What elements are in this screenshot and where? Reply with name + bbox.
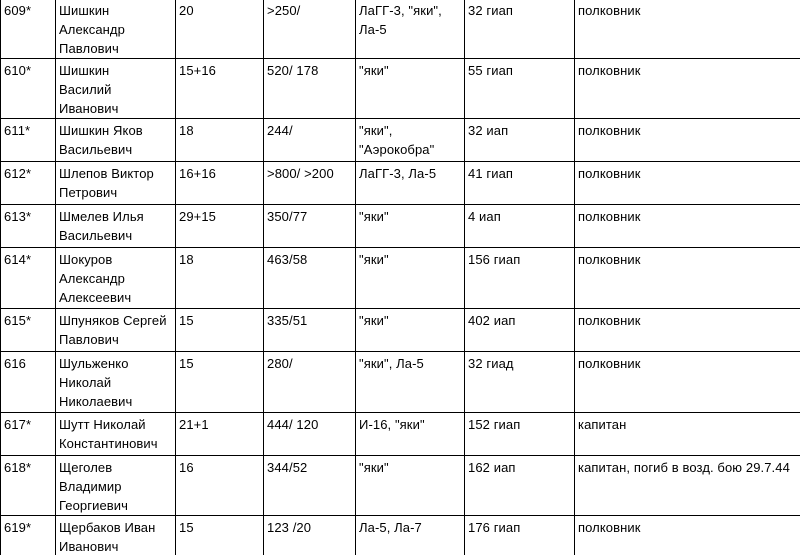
cell-aircraft: "яки": [356, 59, 465, 119]
cell-name: Шмелев Илья Васильевич: [56, 205, 176, 248]
cell-aircraft: ЛаГГ-3, Ла-5: [356, 162, 465, 205]
cell-aircraft: "яки": [356, 456, 465, 516]
cell-rank: капитан: [575, 413, 800, 456]
cell-sorties: 29+15: [176, 205, 264, 248]
cell-unit: 32 гиап: [465, 0, 575, 59]
cell-battles: 244/: [264, 119, 356, 162]
cell-number: 610*: [1, 59, 56, 119]
cell-unit: 156 гиап: [465, 248, 575, 309]
cell-unit: 152 гиап: [465, 413, 575, 456]
table-row: [1, 456, 800, 516]
cell-sorties: 15: [176, 352, 264, 413]
cell-sorties: 18: [176, 119, 264, 162]
cell-unit: 55 гиап: [465, 59, 575, 119]
cell-battles: 123 /20: [264, 516, 356, 555]
table-row: [1, 119, 800, 162]
cell-number: 616: [1, 352, 56, 413]
cell-name: Шишкин Александр Павлович: [56, 0, 176, 59]
cell-aircraft: "яки", "Аэрокобра": [356, 119, 465, 162]
table-row: [1, 309, 800, 352]
cell-sorties: 21+1: [176, 413, 264, 456]
pilots-table-body: [1, 0, 800, 555]
cell-unit: 402 иап: [465, 309, 575, 352]
cell-number: 611*: [1, 119, 56, 162]
table-row: [1, 205, 800, 248]
cell-rank: полковник: [575, 59, 800, 119]
cell-sorties: 16: [176, 456, 264, 516]
table-row: [1, 0, 800, 59]
cell-rank: полковник: [575, 516, 800, 555]
cell-number: 614*: [1, 248, 56, 309]
cell-rank: полковник: [575, 248, 800, 309]
table-row: [1, 413, 800, 456]
cell-sorties: 15+16: [176, 59, 264, 119]
cell-unit: 162 иап: [465, 456, 575, 516]
cell-aircraft: Ла-5, Ла-7: [356, 516, 465, 555]
table-row: [1, 352, 800, 413]
cell-rank: полковник: [575, 0, 800, 59]
cell-unit: 41 гиап: [465, 162, 575, 205]
table-row: [1, 162, 800, 205]
cell-battles: 463/58: [264, 248, 356, 309]
cell-unit: 32 гиад: [465, 352, 575, 413]
cell-number: 612*: [1, 162, 56, 205]
cell-battles: 335/51: [264, 309, 356, 352]
cell-battles: 520/ 178: [264, 59, 356, 119]
cell-number: 618*: [1, 456, 56, 516]
table-row: [1, 516, 800, 555]
cell-aircraft: "яки": [356, 309, 465, 352]
cell-unit: 176 гиап: [465, 516, 575, 555]
cell-battles: >250/: [264, 0, 356, 59]
cell-unit: 4 иап: [465, 205, 575, 248]
cell-aircraft: "яки": [356, 205, 465, 248]
cell-number: 615*: [1, 309, 56, 352]
table-row: [1, 59, 800, 119]
cell-sorties: 18: [176, 248, 264, 309]
cell-battles: 350/77: [264, 205, 356, 248]
cell-name: Шишкин Яков Васильевич: [56, 119, 176, 162]
cell-rank: полковник: [575, 162, 800, 205]
cell-sorties: 15: [176, 309, 264, 352]
cell-sorties: 20: [176, 0, 264, 59]
cell-aircraft: И-16, "яки": [356, 413, 465, 456]
cell-rank: полковник: [575, 352, 800, 413]
cell-rank: капитан, погиб в возд. бою 29.7.44: [575, 456, 800, 516]
cell-name: Шокуров Александр Алексеевич: [56, 248, 176, 309]
cell-name: Шишкин Василий Иванович: [56, 59, 176, 119]
cell-number: 619*: [1, 516, 56, 555]
table-row: [1, 248, 800, 309]
cell-rank: полковник: [575, 205, 800, 248]
cell-number: 609*: [1, 0, 56, 59]
cell-sorties: 16+16: [176, 162, 264, 205]
cell-number: 617*: [1, 413, 56, 456]
cell-rank: полковник: [575, 309, 800, 352]
cell-aircraft: "яки": [356, 248, 465, 309]
cell-rank: полковник: [575, 119, 800, 162]
cell-battles: 280/: [264, 352, 356, 413]
cell-aircraft: "яки", Ла-5: [356, 352, 465, 413]
cell-name: Шутт Николай Константинович: [56, 413, 176, 456]
cell-number: 613*: [1, 205, 56, 248]
cell-unit: 32 иап: [465, 119, 575, 162]
cell-name: Шпуняков Сергей Павлович: [56, 309, 176, 352]
cell-name: Шлепов Виктор Петрович: [56, 162, 176, 205]
cell-name: Щеголев Владимир Георгиевич: [56, 456, 176, 516]
cell-battles: >800/ >200: [264, 162, 356, 205]
cell-name: Шульженко Николай Николаевич: [56, 352, 176, 413]
cell-battles: 344/52: [264, 456, 356, 516]
cell-aircraft: ЛаГГ-3, "яки", Ла-5: [356, 0, 465, 59]
cell-name: Щербаков Иван Иванович: [56, 516, 176, 555]
cell-battles: 444/ 120: [264, 413, 356, 456]
cell-sorties: 15: [176, 516, 264, 555]
